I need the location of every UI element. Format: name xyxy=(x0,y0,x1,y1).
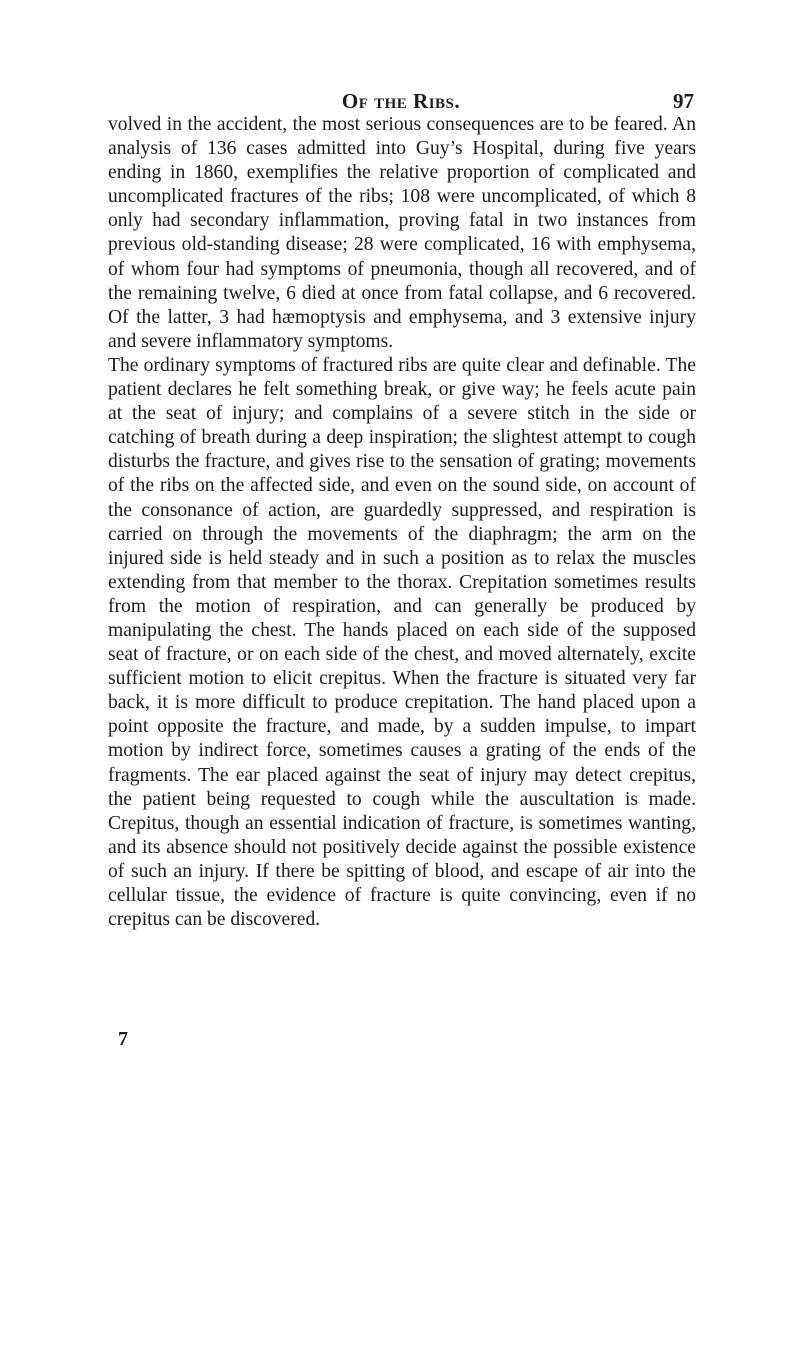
paragraph-symptoms: The ordinary symptoms of fractured ribs are quite clear and definable. The patient declares he felt something break, or give way; he feels acute pain at the seat of injury; and complains of a severe stitch in the side or catching of breath during a deep inspiration; the slightest attempt to cough disturbs the fracture, and gives rise to the sensation of grating; movements of the ribs on the affected side, and even on the sound side, on account of the consonance of action, are guardedly suppressed, and respiration is carried on through the movements of the diaphragm; the arm on the injured side is held steady and in such a position as to relax the muscles extending from that member to the thorax. Crepitation sometimes results from the motion of respiration, and can generally be produced by manipulating the chest. The hands placed on each side of the supposed seat of fracture, or on each side of the chest, and moved alternately, excite sufficient motion to elicit crepitus. When the fracture is situated very far back, it is more difficult to produce crepitation. The hand placed upon a point opposite the fracture, and made, by a sudden impulse, to impart motion by indirect force, sometimes causes a grating of the ends of the fragments. The ear placed against the seat of injury may detect crepitus, the patient being requested to cough while the auscultation is made. Crepitus, though an essential indication of fracture, is sometimes wanting, and its absence should not positively decide against the possible existence of such an injury. If there be spitting of blood, and escape of air into the cellular tissue, the evidence of fracture is quite convincing, even if no crepitus can be discovered. xyxy=(108,354,696,931)
signature-mark: 7 xyxy=(118,1028,128,1050)
body-text xyxy=(108,113,696,932)
page-number: 97 xyxy=(673,89,694,113)
running-title: Of the Ribs. xyxy=(341,89,461,113)
running-head xyxy=(108,89,694,115)
paragraph-continued: volved in the accident, the most serious consequences are to be feared. An analysis of 136 cases admitted into Guy’s Hospital, during five years ending in 1860, exemplifies the relative proportion of complicated and uncomplicated fractures of the ribs; 108 were uncomplicated, of which 8 only had secondary inflammation, proving fatal in two instances from previous old-standing disease; 28 were complicated, 16 with emphysema, of whom four had symptoms of pneumonia, though all recovered, and of the remaining twelve, 6 died at once from fatal collapse, and 6 recovered. Of the latter, 3 had hæmoptysis and emphysema, and 3 extensive injury and severe inflammatory symptoms. xyxy=(108,114,696,352)
